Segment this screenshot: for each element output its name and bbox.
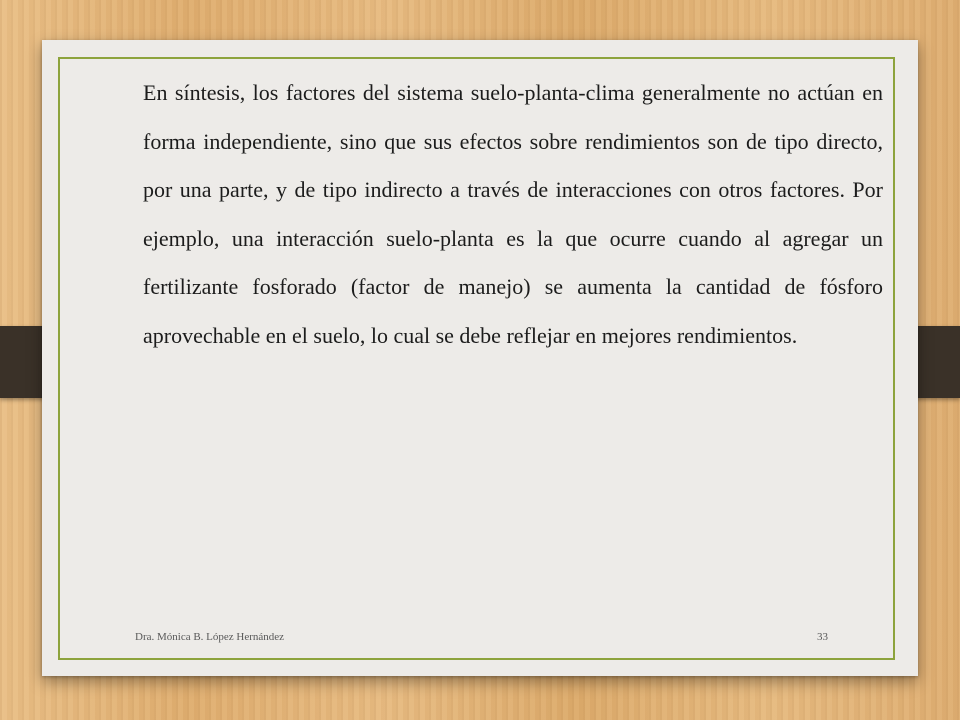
page-number: 33	[817, 631, 828, 643]
footer-author: Dra. Mónica B. López Hernández	[135, 631, 285, 643]
slide-body-text: En síntesis, los factores del sistema suelo-planta-clima generalmente no actúan en forma independiente, sino que sus efectos sobre rendimientos son de tipo directo, por una parte, y de tipo indirecto a través de interacciones con otros factores. Por ejemplo, una interacción suelo-planta es la que ocurre cuando al agregar un fertilizante fosforado (factor de manejo) se aumenta la cantidad de fósforo aprovechable en el suelo, lo cual se debe reflejar en mejores rendimientos.	[143, 80, 883, 348]
slide-card	[42, 40, 918, 676]
